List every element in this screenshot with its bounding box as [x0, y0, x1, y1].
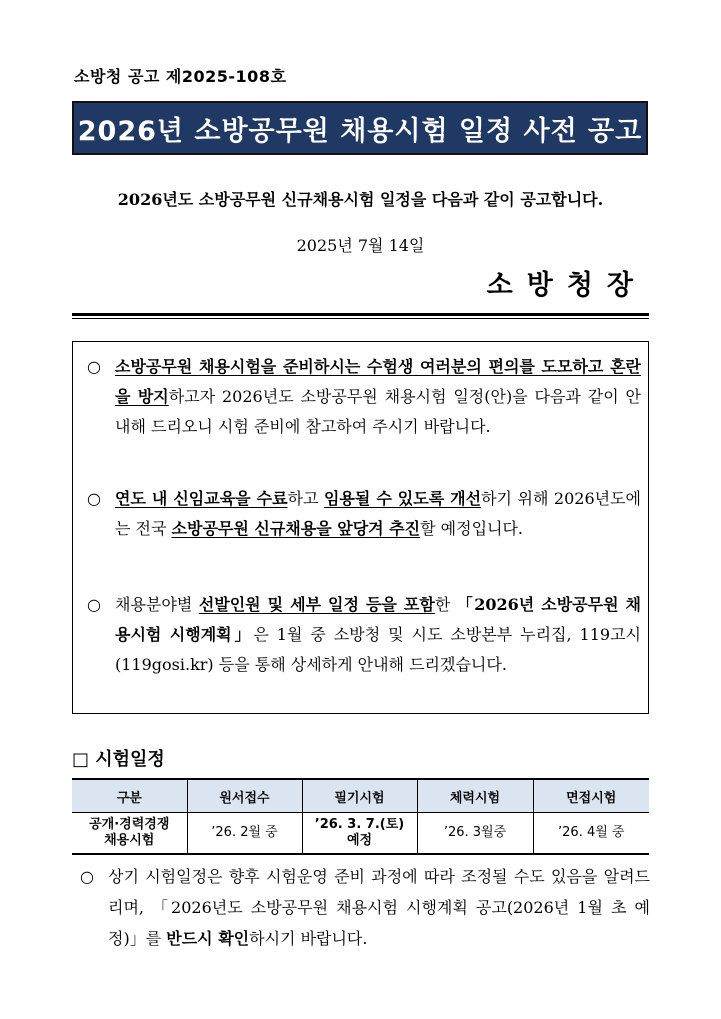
circle-bullet-icon: ○: [87, 489, 101, 508]
bullet-item: [81, 590, 641, 680]
column-header: 원서접수: [187, 779, 302, 813]
lead-sentence: 2026년도 소방공무원 신규채용시험 일정을 다음과 같이 공고합니다.: [117, 190, 604, 209]
circle-bullet-icon: ○: [80, 867, 94, 886]
bullet-emphasis: 선발인원 및 세부 일정 등을 포함: [198, 595, 435, 614]
page-title: 2026년 소방공무원 채용시험 일정 사전 공고: [77, 115, 643, 147]
issuer-name: 소방청장: [486, 270, 647, 301]
divider-thick: [72, 313, 649, 316]
title-banner: [72, 101, 648, 155]
bullet-text: [115, 484, 641, 544]
schedule-table: [72, 778, 649, 855]
bullet-emphasis: 소방공무원 신규채용을 앞당겨 추진: [171, 519, 421, 538]
info-box: [72, 341, 649, 714]
circle-bullet-icon: ○: [87, 595, 101, 614]
bullet-body: 하고자 2026년도 소방공무원 채용시험 일정(안)을 다음과 같이 안내해 드리오니 시험 준비에 참고하여 주시기 바랍니다.: [115, 387, 641, 436]
bullet-item: [81, 352, 641, 442]
divider-thin: [72, 318, 649, 319]
schedule-note: [80, 861, 650, 954]
table-header-row: [72, 779, 649, 813]
note-emphasis: 반드시 확인: [166, 929, 250, 948]
bullet-text: [115, 352, 641, 442]
bullet-body: 하기 위해 2026년도에는 전국: [115, 489, 641, 538]
category-cell: [72, 813, 187, 855]
cell-line: 예정: [346, 833, 373, 848]
schedule-heading: □ 시험일정: [72, 749, 165, 770]
column-header: 구분: [72, 779, 187, 813]
cell-line: ’26. 3. 7.(토): [314, 817, 405, 832]
application-cell: ’26. 2월 중: [187, 813, 302, 855]
note-text: [108, 861, 650, 954]
column-header: 면접시험: [533, 779, 649, 813]
interview-cell: ’26. 4월 중: [533, 813, 649, 855]
column-header: 필기시험: [302, 779, 417, 813]
bullet-emphasis: 소방공무원 채용시험을 준비하시는 수험생 여러분의 편의를 도모하고 혼란을 방지: [115, 357, 641, 406]
written-exam-cell: [302, 813, 417, 855]
bullet-body: 할 예정입니다.: [420, 519, 524, 538]
bullet-body: 한: [434, 595, 457, 614]
cell-line: 공개·경력경쟁: [89, 817, 170, 832]
plan-title: 「2026년 소방공무원 채용시험 시행계획」: [115, 595, 641, 644]
bullet-body: 은 1월 중 소방청 및 시도 소방본부 누리집, 119고시(119gosi.kr) 등을 통해 상세하게 안내해 드리겠습니다.: [115, 625, 642, 674]
bullet-body: 하고: [287, 489, 324, 508]
bullet-text: [115, 590, 641, 680]
notice-number: 소방청 공고 제2025-108호: [74, 67, 287, 86]
physical-exam-cell: ’26. 3월중: [417, 813, 533, 855]
announcement-date: 2025년 7월 14일: [296, 236, 425, 255]
bullet-emphasis: 임용될 수 있도록 개선: [323, 489, 482, 508]
column-header: 체력시험: [417, 779, 533, 813]
note-body: 하시기 바랍니다.: [249, 929, 368, 948]
cell-line: 채용시험: [104, 833, 155, 848]
bullet-emphasis: 연도 내 신임교육을 수료: [115, 489, 288, 508]
table-row: [72, 813, 649, 855]
circle-bullet-icon: ○: [87, 357, 101, 376]
note-body: 상기 시험일정은 향후 시험운영 준비 과정에 따라 조정될 수도 있음을 알려드리며, 「2026년도 소방공무원 채용시험 시행계획 공고(2026년 1월 초 예정)」를: [108, 867, 650, 948]
bullet-item: [81, 484, 641, 544]
bullet-body: 채용분야별: [115, 595, 199, 614]
